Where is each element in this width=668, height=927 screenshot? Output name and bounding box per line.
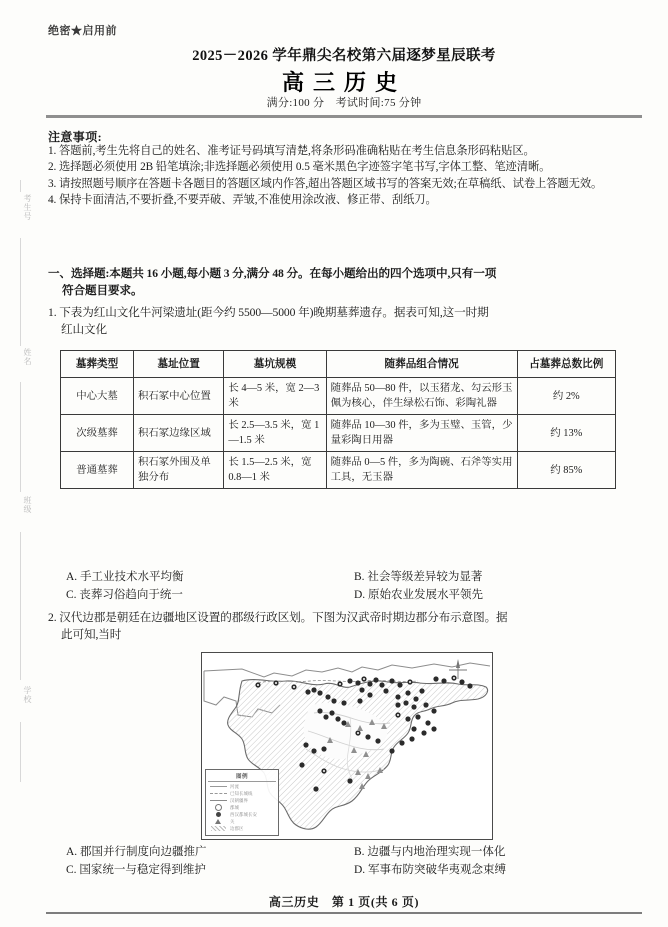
cell-pit-size: 长 4—5 米，宽 2—3 米: [224, 378, 326, 415]
legend-item: [208, 797, 276, 804]
option-1c[interactable]: C. 丧葬习俗趋向于统一: [66, 589, 183, 601]
question-1-stem: [48, 305, 642, 338]
cell-tomb-type: 普通墓葬: [61, 452, 134, 489]
legend-label: 郡城: [230, 804, 239, 810]
section-heading-line1: 一、选择题:本题共 16 小题,每小题 3 分,满分 48 分。在每小题给出的四个选项中,只有一项: [48, 267, 497, 280]
page-footer: 高三历史 第 1 页(共 6 页): [268, 895, 420, 909]
option-1d[interactable]: D. 原始农业发展水平领先: [354, 589, 484, 601]
legend-title: 图例: [208, 772, 276, 782]
cell-grave-goods: 随葬品 0—5 件，多为陶碗、石斧等实用工具，无玉器: [326, 452, 517, 489]
cell-tomb-type: 中心大墓: [61, 378, 134, 415]
margin-label-xingming: 姓名: [23, 348, 32, 366]
margin-label-kaoshenghao: 考生号: [23, 194, 32, 221]
margin-divider: [20, 180, 21, 192]
option-2c[interactable]: C. 国家统一与稳定得到维护: [66, 864, 206, 876]
cell-grave-goods: 随葬品 50—80 件，以玉猪龙、勾云形玉佩为核心，伴生绿松石饰、彩陶礼器: [326, 378, 517, 415]
notice-item: 3. 请按照题号顺序在答题卡各题目的答题区域内作答,超出答题区域书写的答案无效;在草稿纸、试卷上答题无效。: [48, 177, 603, 190]
margin-divider: [20, 722, 21, 782]
th-pit-size: 墓坑规模: [224, 351, 326, 378]
option-2d[interactable]: D. 军事布防突破华夷观念束缚: [354, 864, 507, 876]
cell-pit-size: 长 2.5—3.5 米，宽 1—1.5 米: [224, 415, 326, 452]
th-tomb-type: 墓葬类型: [61, 351, 134, 378]
tomb-burial-table: [60, 350, 616, 489]
capital-dot-icon: [208, 812, 228, 817]
border-region-hatch-icon: [208, 826, 228, 831]
option-row: [66, 861, 642, 879]
option-row: [66, 586, 642, 604]
table-row: [61, 378, 616, 415]
subject-title: 高三历史: [281, 70, 406, 95]
cell-grave-goods: 随葬品 10—30 件，多为玉璧、玉管，少量彩陶日用器: [326, 415, 517, 452]
commandery-circle-icon: [208, 804, 228, 811]
option-row: [66, 843, 642, 861]
legend-label: 关: [230, 818, 235, 824]
river-line-icon: [208, 786, 228, 787]
th-percentage: 占墓葬总数比例: [517, 351, 615, 378]
cell-percentage: 约 13%: [517, 415, 615, 452]
margin-label-banji: 班级: [23, 496, 32, 514]
margin-divider: [20, 382, 21, 492]
section-heading-line2: 符合题目要求。: [62, 283, 143, 297]
left-margin-strip: [0, 0, 44, 927]
table-row: [61, 415, 616, 452]
question-1-line1: 1. 下表为红山文化牛河梁遗址(距今约 5500—5000 年)晚期墓葬遗存。据表可知,这一时期: [48, 306, 489, 319]
notice-heading: 注意事项:: [48, 130, 102, 144]
notice-item: 2. 选择题必须使用 2B 铅笔填涂;非选择题必须使用 0.5 毫米黑色字迹签字笔书写,字体工整、笔迹清晰。: [48, 161, 551, 174]
han-dynasty-border-commandery-map: [201, 652, 493, 840]
legend-item: [208, 811, 276, 818]
option-row: [66, 568, 642, 586]
map-legend: [205, 769, 279, 836]
margin-divider: [20, 532, 21, 680]
border-line-icon: [208, 800, 228, 801]
legend-item: [208, 783, 276, 790]
great-wall-line-icon: [208, 793, 228, 794]
legend-label: 边郡区: [230, 825, 244, 831]
notice-list: [48, 143, 642, 208]
option-1a[interactable]: A. 手工业技术水平均衡: [66, 571, 184, 583]
exam-meta: 满分:100 分 考试时间:75 分钟: [266, 97, 422, 109]
section-heading: [48, 266, 642, 299]
question-2-line2: 此可知,当时: [61, 627, 122, 641]
cell-tomb-location: 积石冢外围及单独分布: [134, 452, 224, 489]
legend-label: 汉朝疆界: [230, 797, 248, 803]
question-1-options: [66, 568, 642, 604]
cell-tomb-type: 次级墓葬: [61, 415, 134, 452]
legend-item: [208, 818, 276, 825]
margin-label-xuexiao: 学校: [23, 686, 32, 704]
margin-divider: [20, 238, 21, 346]
footer-divider: [46, 912, 642, 914]
cell-percentage: 约 85%: [517, 452, 615, 489]
legend-label: 西汉都城长安: [230, 811, 257, 817]
cell-pit-size: 长 1.5—2.5 米，宽 0.8—1 米: [224, 452, 326, 489]
legend-label: 已知长城线: [230, 790, 253, 796]
cell-tomb-location: 积石冢边缘区域: [134, 415, 224, 452]
legend-item: [208, 825, 276, 832]
compass-icon: [449, 659, 467, 679]
notice-item: 4. 保持卡面清洁,不要折叠,不要弄破、弄皱,不准使用涂改液、修正带、刮纸刀。: [48, 193, 437, 206]
th-tomb-location: 墓址位置: [134, 351, 224, 378]
header-divider: [46, 115, 642, 118]
notice-item: 1. 答题前,考生先将自己的姓名、准考证号码填写清楚,将条形码准确粘贴在考生信息条形码粘贴区。: [48, 145, 535, 157]
table-header-row: [61, 351, 616, 378]
legend-item: [208, 804, 276, 811]
question-1-line2: 红山文化: [61, 322, 107, 336]
pass-triangle-icon: [208, 819, 228, 824]
option-2b[interactable]: B. 边疆与内地治理实现一体化: [354, 846, 506, 858]
question-2-stem: [48, 610, 642, 643]
cell-tomb-location: 积石冢中心位置: [134, 378, 224, 415]
legend-label: 河流: [230, 783, 239, 789]
exam-title: 2025－2026 学年鼎尖名校第六届逐梦星辰联考: [192, 48, 496, 64]
question-2-options: [66, 843, 642, 879]
table-row: [61, 452, 616, 489]
th-grave-goods: 随葬品组合情况: [326, 351, 517, 378]
legend-item: [208, 790, 276, 797]
option-1b[interactable]: B. 社会等级差异较为显著: [354, 571, 483, 583]
cell-percentage: 约 2%: [517, 378, 615, 415]
option-2a[interactable]: A. 郡国并行制度向边疆推广: [66, 846, 207, 858]
question-2-line1: 2. 汉代边郡是朝廷在边疆地区设置的郡级行政区划。下图为汉武帝时期边郡分布示意图。据: [48, 611, 508, 624]
secret-notice: 绝密★启用前: [48, 25, 117, 37]
